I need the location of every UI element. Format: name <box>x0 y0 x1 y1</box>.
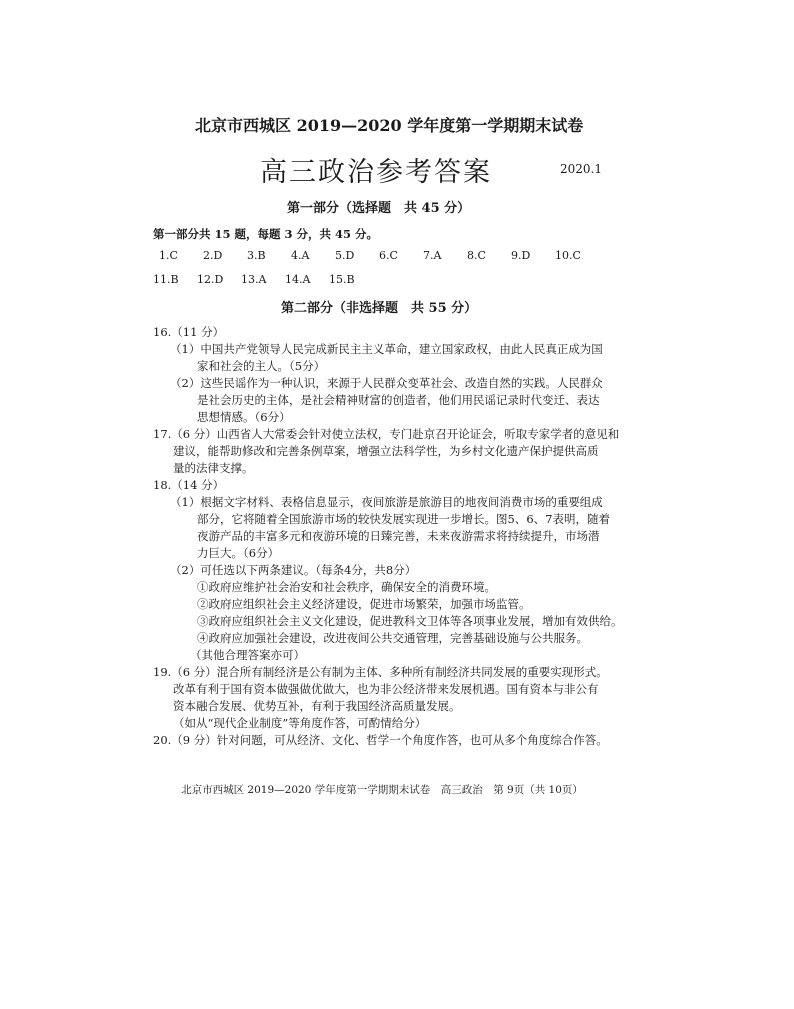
answer-item: 3.B <box>247 249 266 262</box>
q17-line: 建议，能帮助修改和完善条例草案，增强立法科学性，为乡村文化遗产保护提供高质 <box>173 444 599 458</box>
answer-item: 5.D <box>335 249 355 262</box>
q19-line: 资本融合发展、优势互补，有利于我国经济高质量发展。 <box>173 699 461 713</box>
q18-2-option: ①政府应维护社会治安和社会秩序，确保安全的消费环境。 <box>197 580 496 594</box>
answer-item: 10.C <box>555 249 581 262</box>
q20-line: 20.（9 分）针对问题，可从经济、文化、哲学一个角度作答，也可从多个角度综合作答。 <box>153 733 608 747</box>
q18-heading: 18.（14 分） <box>153 478 225 492</box>
q16-heading: 16.（11 分） <box>153 325 225 339</box>
q18-2-line: （2）可任选以下两条建议。（每条4分，共8分） <box>170 563 417 577</box>
q18-1-line: 部分，它将随着全国旅游市场的较快发展实现进一步增长。图5、6、7表明，随着 <box>197 512 610 526</box>
answer-item: 13.A <box>241 273 267 286</box>
part1-note: 第一部分共 15 题，每题 3 分，共 45 分。 <box>153 227 379 241</box>
q16-1-line: 家和社会的主人。（5分） <box>197 359 326 373</box>
answer-item: 7.A <box>423 249 442 262</box>
answer-item: 1.C <box>159 249 178 262</box>
answer-item: 6.C <box>379 249 398 262</box>
answer-item: 4.A <box>291 249 310 262</box>
part1-heading: 第一部分（选择题 共 45 分） <box>287 201 471 216</box>
part2-heading: 第二部分（非选择题 共 55 分） <box>281 301 478 316</box>
q19-line: 改革有利于国有资本做强做优做大，也为非公经济带来发展机遇。国有资本与非公有 <box>173 682 599 696</box>
q18-1-line: （1）根据文字材料、表格信息显示，夜间旅游是旅游目的地夜间消费市场的重要组成 <box>170 495 603 509</box>
q17-line: 17.（6 分）山西省人大常委会针对使立法权，专门赴京召开论证会，听取专家学者的意见和 <box>153 427 620 441</box>
q16-1-line: （1）中国共产党领导人民完成新民主主义革命，建立国家政权，由此人民真正成为国 <box>170 342 603 356</box>
answer-item: 12.D <box>197 273 224 286</box>
q18-2-option: ④政府应加强社会建设，改进夜间公共交通管理，完善基础设施与公共服务。 <box>197 631 588 645</box>
answer-item: 11.B <box>153 273 179 286</box>
q16-2-line: 是社会历史的主体，是社会精神财富的创造者，他们用民谣记录时代变迁、表达 <box>197 393 600 407</box>
exam-subtitle: 北京市西城区 2019—2020 学年度第一学期期末试卷 <box>195 116 584 135</box>
q18-1-line: 夜游产品的丰富多元和夜游环境的日臻完善，未来夜游需求将持续提升，市场潜 <box>197 529 600 543</box>
answer-item: 9.D <box>511 249 531 262</box>
q16-2-line: 思想情感。（6分） <box>197 410 291 424</box>
q17-line: 量的法律支撑。 <box>173 461 254 475</box>
answer-item: 15.B <box>329 273 355 286</box>
answer-item: 14.A <box>285 273 311 286</box>
q16-2-line: （2）这些民谣作为一种认识，来源于人民群众变革社会、改造自然的实践。人民群众 <box>170 376 603 390</box>
q18-1-line: 力巨大。（6分） <box>197 546 280 560</box>
page-footer: 北京市西城区 2019—2020 学年度第一学期期末试卷 高三政治 第 9页（共 10页） <box>181 784 583 796</box>
exam-date: 2020.1 <box>560 162 602 176</box>
answer-item: 2.D <box>203 249 223 262</box>
page-title: 高三政治参考答案 <box>260 157 492 188</box>
q18-2-option: ②政府应组织社会主义经济建设，促进市场繁荣，加强市场监管。 <box>197 597 531 611</box>
q18-note: （其他合理答案亦可） <box>190 648 305 662</box>
q18-2-option: ③政府应组织社会主义文化建设，促进教科文卫体等各项事业发展，增加有效供给。 <box>197 614 623 628</box>
answer-item: 8.C <box>467 249 486 262</box>
q19-note: （如从“现代企业制度”等角度作答，可酌情给分） <box>173 716 427 730</box>
q19-line: 19.（6 分）混合所有制经济是公有制为主体、多种所有制经济共同发展的重要实现形式。 <box>153 665 608 679</box>
